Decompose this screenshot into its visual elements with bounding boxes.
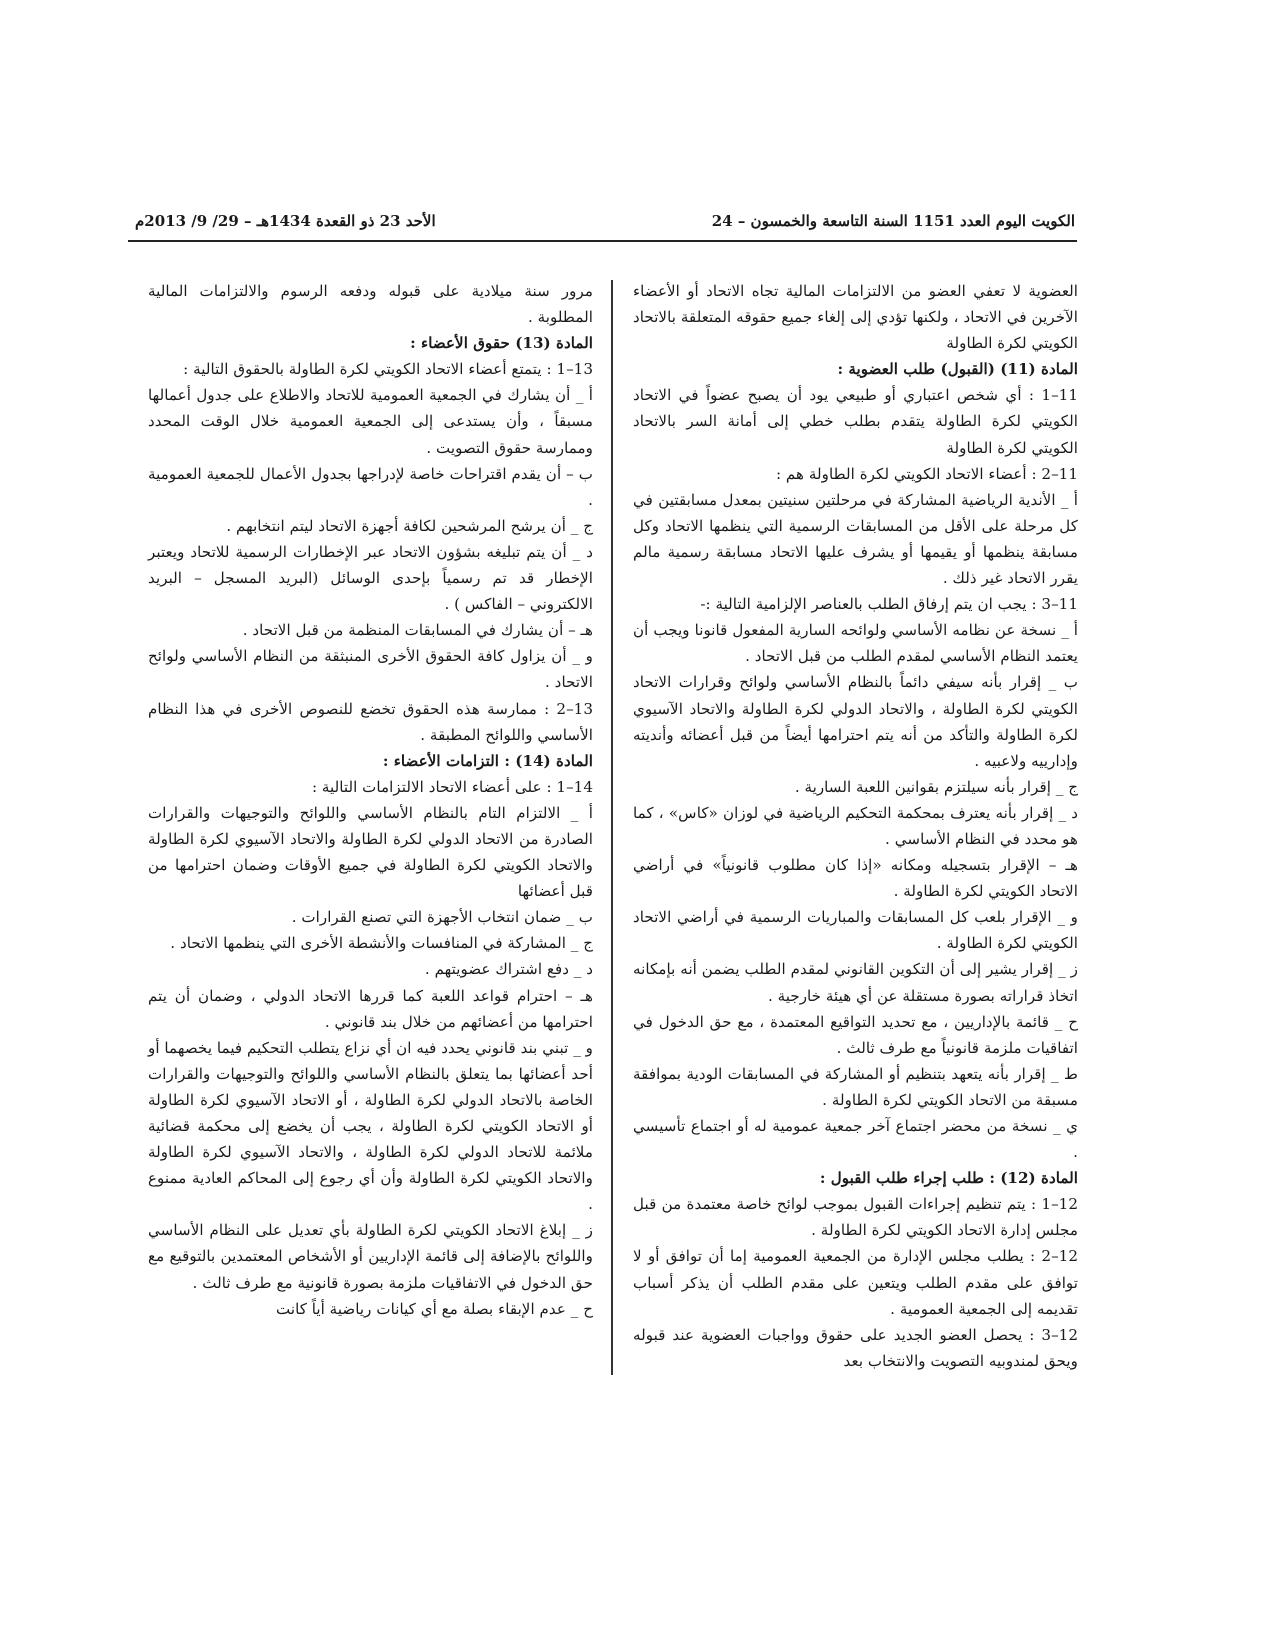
article-heading: المادة (11) (القبول) طلب العضوية : (837, 360, 1078, 379)
paragraph: ب – أن يقدم اقتراحات خاصة لإدراجها بجدول الأعمال للجمعية العمومية . (148, 464, 593, 509)
paragraph: العضوية لا تعفي العضو من الالتزامات المالية تجاه الاتحاد أو الأعضاء الآخرين في الاتحاد ، ولكنها تؤدي إلى إلغاء جميع حقوقه المتعلقة بالاتحاد الكويتي لكرة الطاولة (633, 282, 1078, 353)
header-divider (128, 240, 1077, 242)
column-divider (611, 280, 613, 1375)
paragraph: و _ تبني بند قانوني يحدد فيه ان أي نزاع يتطلب التحكيم فيما يخصهما أو أحد أعضائها بما يتعلق بالنظام الأساسي واللوائح والتوجيهات والقرارات الخاصة بالاتحاد الدولي لكرة الطاولة ، أو الاتحاد الآسيوي لكرة الطاولة أو الاتحاد الكويتي لكرة الطاولة ، يجب أن يخضع إلى محكمة قضائية ملائمة للاتحاد الدولي لكرة الطاولة ، والاتحاد الآسيوي لكرة الطاولة والاتحاد الكويتي لكرة الطاولة وأن أي رجوع إلى المحاكم العادية ممنوع . (148, 1038, 593, 1214)
paragraph: 11–2 : أعضاء الاتحاد الكويتي لكرة الطاولة هم : (775, 464, 1078, 483)
article-heading: المادة (12) : طلب إجراء طلب القبول : (819, 1169, 1078, 1188)
page-header-issue: الكويت اليوم العدد 1151 السنة التاسعة والخمسون – 24 (711, 212, 1075, 230)
paragraph: ح _ عدم الإبقاء بصلة مع أي كيانات رياضية أياً كانت (275, 1299, 593, 1318)
paragraph: أ _ الأندية الرياضية المشاركة في مرحلتين سنيتين بمعدل مسابقتين في كل مرحلة على الأقل من المسابقات الرسمية التي ينظمها الاتحاد وكل مسابقة ينظمها أو يقيمها أو يشرف عليها الاتحاد مسابقة رسمية مالم يقرر الاتحاد غير ذلك . (633, 490, 1078, 588)
paragraph: و _ الإقرار بلعب كل المسابقات والمباريات الرسمية في أراضي الاتحاد الكويتي لكرة الطاولة . (633, 908, 1078, 953)
paragraph: 13–1 : يتمتع أعضاء الاتحاد الكويتي لكرة الطاولة بالحقوق التالية : (183, 360, 593, 379)
page-header-date: الأحد 23 ذو القعدة 1434هـ – 29/ 9/ 2013م (135, 212, 436, 230)
paragraph: د _ إقرار بأنه يعترف بمحكمة التحكيم الرياضية في لوزان «كاس» ، كما هو محدد في النظام الأساسي . (633, 803, 1078, 848)
article-heading: المادة (13) حقوق الأعضاء : (410, 334, 593, 353)
paragraph: مرور سنة ميلادية على قبوله ودفعه الرسوم والالتزامات المالية المطلوبة . (148, 282, 593, 327)
paragraph: ز _ إقرار يشير إلى أن التكوين القانوني لمقدم الطلب يضمن أنه بإمكانه اتخاذ قراراته بصورة مستقلة عن أي هيئة خارجية . (633, 960, 1078, 1005)
paragraph: ب _ ضمان انتخاب الأجهزة التي تصنع القرارات . (291, 908, 593, 927)
paragraph: أ _ أن يشارك في الجمعية العمومية للاتحاد والاطلاع على جدول أعمالها مسبقاً ، وأن يستدعى إلى الجمعية العمومية خلال الوقت المحدد وممارسة حقوق التصويت . (148, 386, 593, 457)
paragraph: أ _ نسخة عن نظامه الأساسي ولوائحه السارية المفعول قانونا ويجب أن يعتمد النظام الأساسي لمقدم الطلب من قبل الاتحاد . (633, 621, 1078, 666)
paragraph: د _ أن يتم تبليغه بشؤون الاتحاد عبر الإخطارات الرسمية للاتحاد ويعتبر الإخطار قد تم رسمياً بإحدى الوسائل (البريد المسجل – البريد الالكتروني – الفاكس ) . (148, 542, 593, 614)
paragraph: ج _ المشاركة في المنافسات والأنشطة الأخرى التي ينظمها الاتحاد . (170, 934, 593, 953)
paragraph: 12–2 : يطلب مجلس الإدارة من الجمعية العمومية إما أن توافق أو لا توافق على مقدم الطلب ويتعين على مقدم الطلب أن يذكر أسباب تقديمه إلى الجمعية العمومية . (633, 1247, 1078, 1318)
paragraph: ج _ أن يرشح المرشحين لكافة أجهزة الاتحاد ليتم انتخابهم . (226, 516, 593, 535)
paragraph: 12–1 : يتم تنظيم إجراءات القبول بموجب لوائح خاصة معتمدة من قبل مجلس إدارة الاتحاد الكويتي لكرة الطاولة . (633, 1195, 1078, 1240)
left-column (148, 278, 593, 1322)
paragraph: 11–1 : أي شخص اعتباري أو طبيعي يود أن يصبح عضواً في الاتحاد الكويتي لكرة الطاولة يتقدم بطلب خطي إلى أمانة السر بالاتحاد الكويتي لكرة الطاولة (633, 386, 1078, 457)
paragraph: 12–3 : يحصل العضو الجديد على حقوق وواجبات العضوية عند قبوله ويحق لمندوبيه التصويت والانتخاب بعد (633, 1325, 1078, 1370)
paragraph: و _ أن يزاول كافة الحقوق الأخرى المنبثقة من النظام الأساسي ولوائح الاتحاد . (148, 647, 593, 692)
paragraph: 13–2 : ممارسة هذه الحقوق تخضع للنصوص الأخرى في هذا النظام الأساسي واللوائح المطبقة . (148, 699, 593, 744)
paragraph: ي _ نسخة من محضر اجتماع آخر جمعية عمومية له أو اجتماع تأسيسي . (633, 1117, 1078, 1162)
paragraph: هـ – الإقرار بتسجيله ومكانه «إذا كان مطلوب قانونياً» في أراضي الاتحاد الكويتي لكرة الطاولة . (633, 856, 1078, 901)
article-heading: المادة (14) : التزامات الأعضاء : (382, 751, 593, 770)
paragraph: أ _ الالتزام التام بالنظام الأساسي واللوائح والتوجيهات والقرارات الصادرة من الاتحاد الدولي لكرة الطاولة والاتحاد الآسيوي لكرة الطاولة والاتحاد الكويتي لكرة الطاولة في جميع الأوقات وضمان احترامها من قبل أعضائها (148, 803, 593, 901)
paragraph: ب _ إقرار بأنه سيفي دائماً بالنظام الأساسي ولوائح وقرارات الاتحاد الكويتي لكرة الطاولة ، والاتحاد الدولي لكرة الطاولة والاتحاد الآسيوي لكرة الطاولة والتأكد من أنه يتم احترامها أيضاً من قبل أعضائه وأنديته وإدارييه ولاعبيه . (633, 673, 1078, 770)
paragraph: ح _ قائمة بالإداريين ، مع تحديد التواقيع المعتمدة ، مع حق الدخول في اتفاقيات ملزمة قانونياً مع طرف ثالث . (633, 1012, 1078, 1057)
paragraph: ز _ إبلاغ الاتحاد الكويتي لكرة الطاولة بأي تعديل على النظام الأساسي واللوائح بالإضافة إلى قائمة الإداريين أو الأشخاص المعتمدين بالتوقيع مع حق الدخول في الاتفاقيات ملزمة بصورة قانونية مع طرف ثالث . (148, 1221, 593, 1292)
right-column (633, 278, 1078, 1374)
paragraph: د _ دفع اشتراك عضويتهم . (424, 960, 593, 979)
paragraph: 11–3 : يجب ان يتم إرفاق الطلب بالعناصر الإلزامية التالية :- (700, 595, 1078, 614)
paragraph: هـ – أن يشارك في المسابقات المنظمة من قبل الاتحاد . (242, 621, 593, 640)
paragraph: هـ – احترام قواعد اللعبة كما قررها الاتحاد الدولي ، وضمان أن يتم احترامها من أعضائهم من خلال بند قانوني . (148, 986, 593, 1031)
paragraph: 14–1 : على أعضاء الاتحاد الالتزامات التالية : (311, 777, 593, 796)
paragraph: ط _ إقرار بأنه يتعهد بتنظيم أو المشاركة في المسابقات الودية بموافقة مسبقة من الاتحاد الكويتي لكرة الطاولة . (633, 1064, 1078, 1109)
paragraph: ج _ إقرار بأنه سيلتزم بقوانين اللعبة السارية . (794, 777, 1078, 796)
